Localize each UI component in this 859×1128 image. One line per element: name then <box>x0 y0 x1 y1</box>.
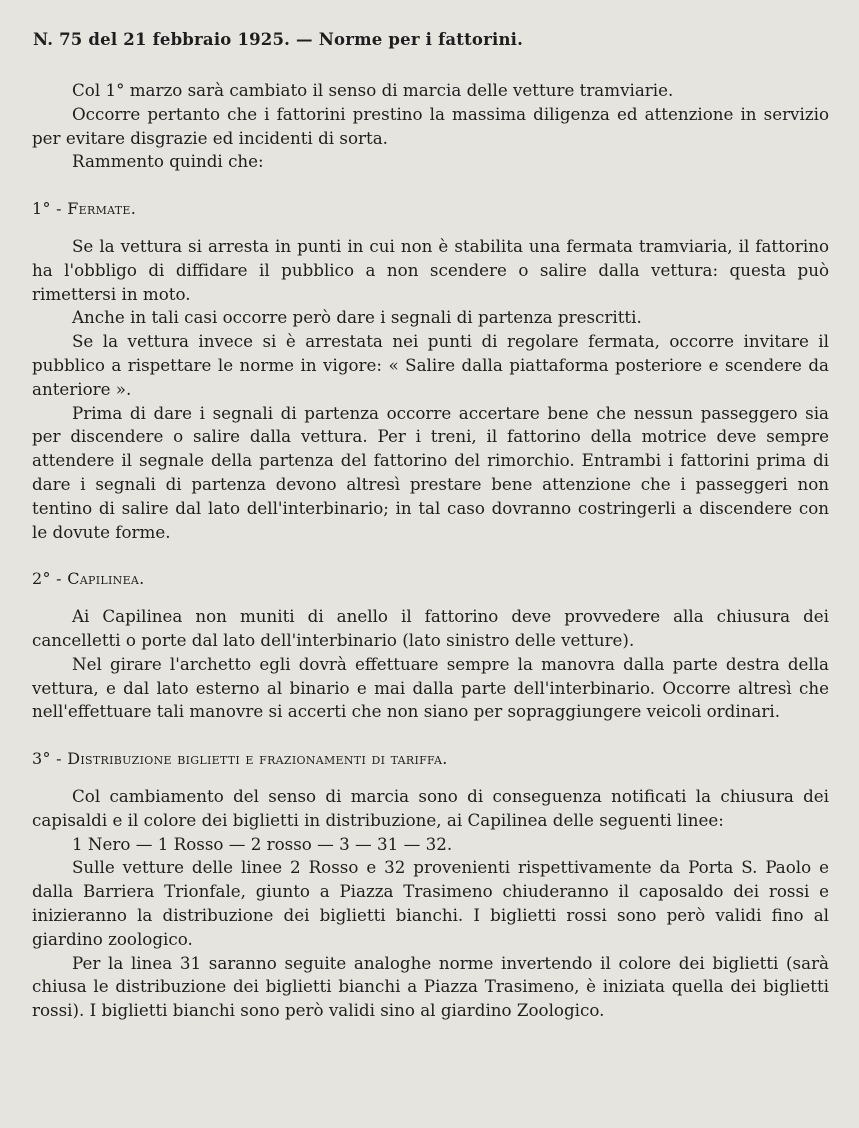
section-heading-fermate: 1° - Fermate. <box>32 199 137 219</box>
section-paragraph: Se la vettura invece si è arrestata nei punti di regolare fermata, occorre invitare il pubblico a rispettare le norme in vigore: « Salire dalla piattaforma posteriore e scendere da anteriore ». <box>32 331 829 399</box>
section-paragraph: Anche in tali casi occorre però dare i segnali di partenza prescritti. <box>72 307 642 328</box>
section-paragraph: Nel girare l'archetto egli dovrà effettuare sempre la manovra dalla parte destra della vettura, e dal lato esterno al binario e mai dalla parte dell'interbinario. Occorre altresì che nell'effettuare tali manovre si accerti che non siano per sopraggiungere veicoli ordinari. <box>32 653 829 722</box>
section-paragraph: Sulle vetture delle linee 2 Rosso e 32 provenienti rispettivamente da Porta S. Paolo e dalla Barriera Trionfale, giunto a Piazza Trasimeno chiuderanno il caposaldo dei rossi e inizieranno la distribuzione dei biglietti bianchi. I biglietti rossi sono però validi fino al giardino zoologico. <box>32 857 829 949</box>
intro-paragraph: Occorre pertanto che i fattorini prestino la massima diligenza ed attenzione in servizio per evitare disgrazie ed incidenti di sorta. <box>32 103 829 148</box>
section-paragraph: 1 Nero — 1 Rosso — 2 rosso — 3 — 31 — 32. <box>72 833 453 854</box>
document-title: N. 75 del 21 febbraio 1925. — Norme per i fattorini. <box>33 30 524 49</box>
document-body <box>32 79 829 1023</box>
section-heading-distribuzione: 3° - Distribuzione biglietti e frazionamenti di tariffa. <box>32 749 448 769</box>
section-paragraph: Per la linea 31 saranno seguite analoghe norme invertendo il colore dei biglietti (sarà chiusa le distribuzione dei biglietti bianchi a Piazza Trasimeno, è iniziata quella dei biglietti rossi). I biglietti bianchi sono però validi sino al giardino Zoologico. <box>32 952 829 1021</box>
section-paragraph: Se la vettura si arresta in punti in cui non è stabilita una fermata tramviaria, il fattorino ha l'obbligo di diffidare il pubblico a non scendere o salire dalla vettura: questa può rimettersi in moto. <box>32 235 829 304</box>
intro-paragraph: Rammento quindi che: <box>72 151 264 172</box>
intro-paragraph: Col 1° marzo sarà cambiato il senso di marcia delle vetture tramviarie. <box>72 80 674 100</box>
section-paragraph: Prima di dare i segnali di partenza occorre accertare bene che nessun passeggero sia per discendere o salire dalla vettura. Per i treni, il fattorino della motrice deve sempre attendere il segnale della partenza del fattorino del rimorchio. Entrambi i fattorini prima di dare i segnali di partenza devono altresì prestare bene attenzione che i passeggeri non tentino di salire dal lato dell'interbinario; in tal caso dovranno costringerli a discendere con le dovute forme. <box>32 402 829 542</box>
section-heading-capilinea: 2° - Capilinea. <box>32 569 145 589</box>
section-paragraph: Ai Capilinea non muniti di anello il fattorino deve provvedere alla chiusura dei cancelletti o porte dal lato dell'interbinario (lato sinistro delle vetture). <box>32 606 829 650</box>
section-paragraph: Col cambiamento del senso di marcia sono di conseguenza notificati la chiusura dei capisaldi e il colore dei biglietti in distribuzione, ai Capilinea delle seguenti linee: <box>32 785 829 830</box>
